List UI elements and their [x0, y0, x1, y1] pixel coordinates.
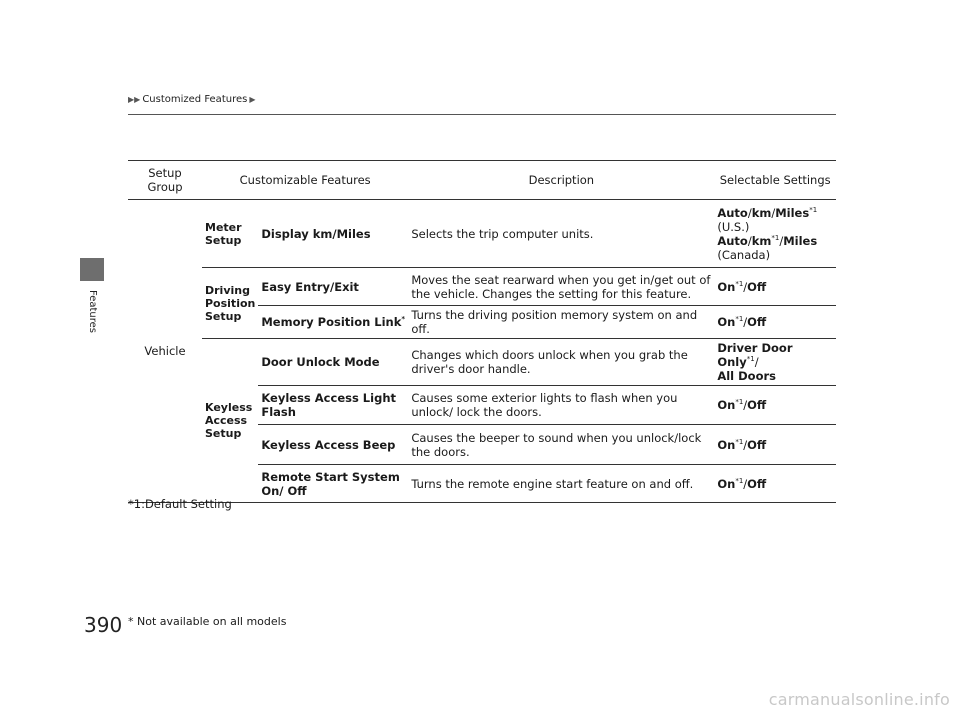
selectable-settings: Auto/km/Miles$^{*1}$ (U.S.) Auto/$km^{*1}$/Miles (Canada) [714, 200, 836, 268]
feature-name: Remote Start System On/ Off [258, 465, 408, 503]
header-customizable-features: Customizable Features [202, 161, 408, 200]
feature-description: Changes which doors unlock when you grab the driver's door handle. [408, 339, 714, 386]
feature-name: Memory Position Link* [258, 306, 408, 339]
table-row [128, 200, 836, 268]
feature-description: Causes some exterior lights to flash when you unlock/ lock the doors. [408, 386, 714, 425]
selectable-settings: On$^{*1}$/Off [714, 425, 836, 465]
subgroup-driving-position-setup: Driving Position Setup [202, 268, 258, 339]
breadcrumb-arrow-icon: ▶▶ [128, 95, 141, 104]
section-tab-marker [80, 258, 104, 281]
breadcrumb [128, 94, 255, 105]
feature-description: Causes the beeper to sound when you unlock/lock the doors. [408, 425, 714, 465]
feature-description: Turns the remote engine start feature on and off. [408, 465, 714, 503]
feature-name: Easy Entry/Exit [258, 268, 408, 306]
breadcrumb-arrow-icon: ▶ [249, 95, 256, 104]
selectable-settings: Driver Door Only$^{*1}$/ All Doors [714, 339, 836, 386]
page-number: 390 [84, 613, 123, 637]
selectable-settings: On$^{*1}$/Off [714, 465, 836, 503]
not-available-mark: * [401, 315, 406, 324]
feature-description: Selects the trip computer units. [408, 200, 714, 268]
feature-name: Display km/Miles [258, 200, 408, 268]
watermark: carmanualsonline.info [768, 690, 950, 709]
group-vehicle: Vehicle [128, 200, 202, 503]
customizable-features-table [128, 160, 836, 503]
feature-name: Keyless Access Light Flash [258, 386, 408, 425]
selectable-settings: On$^{*1}$/Off [714, 306, 836, 339]
subgroup-keyless-access-setup: Keyless Access Setup [202, 339, 258, 503]
feature-name: Keyless Access Beep [258, 425, 408, 465]
feature-description: Moves the seat rearward when you get in/get out of the vehicle. Changes the setting for this feature. [408, 268, 714, 306]
feature-description: Turns the driving position memory system on and off. [408, 306, 714, 339]
breadcrumb-link-customized-features[interactable]: Customized Features [142, 94, 248, 105]
selectable-settings: On$^{*1}$/Off [714, 386, 836, 425]
subgroup-meter-setup: Meter Setup [202, 200, 258, 268]
header-divider [128, 114, 836, 115]
feature-name: Door Unlock Mode [258, 339, 408, 386]
table-row [128, 339, 836, 386]
footnote-availability: * Not available on all models [128, 615, 287, 628]
header-description: Description [408, 161, 714, 200]
table-header-row [128, 161, 836, 200]
header-selectable-settings: Selectable Settings [714, 161, 836, 200]
table-row [128, 268, 836, 306]
footnote-default-setting: *1:Default Setting [128, 497, 232, 511]
header-setup-group: Setup Group [128, 161, 202, 200]
section-side-label: Features [87, 290, 98, 333]
selectable-settings: On$^{*1}$/Off [714, 268, 836, 306]
